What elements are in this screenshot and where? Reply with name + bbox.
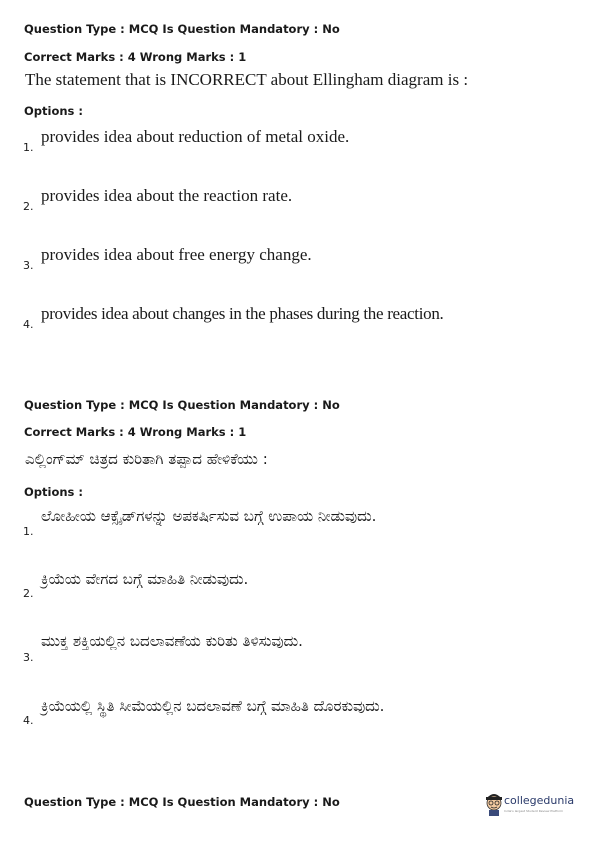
question-1-option-1-number: 1. [23, 141, 34, 154]
question-1-option-3-text: provides idea about free energy change. [41, 245, 312, 264]
question-1-options-label: Options : [24, 104, 83, 118]
question-2-text: ಎಲ್ಲಿಂಗ್‌ಮ್ ಚಿತ್ರದ ಕುರಿತಾಗಿ ತಪ್ಪಾದ ಹೇಳಿಕೆಯು : [25, 450, 268, 468]
question-1-option-2-text: provides idea about the reaction rate. [41, 186, 293, 205]
question-2-option-2-text: ಕ್ರಿಯೆಯ ವೇಗದ ಬಗ್ಗೆ ಮಾಹಿತಿ ನೀಡುವುದು. [41, 570, 249, 588]
logo-name: collegedunia [504, 794, 575, 807]
question-2-option-3-number: 3. [23, 651, 34, 664]
question-2-option-3-text: ಮುಕ್ತ ಶಕ್ತಿಯಲ್ಲಿನ ಬದಲಾವಣೆಯ ಕುರಿತು ತಿಳಿಸುವುದು. [41, 632, 303, 650]
question-1-marks: Correct Marks : 4 Wrong Marks : 1 [24, 50, 247, 64]
logo-tagline: India's largest Student Review Platform [504, 809, 564, 813]
question-2-option-1-text: ಲೋಹೀಯ ಆಕ್ಸೈಡ್‌ಗಳನ್ನು ಅಪಕರ್ಷಿಸುವ ಬಗ್ಗೆ ಉಪಾಯ ನೀಡುವುದು. [41, 507, 377, 525]
question-2-type: Question Type : MCQ Is Question Mandatory : No [24, 398, 340, 412]
question-2-marks: Correct Marks : 4 Wrong Marks : 1 [24, 425, 247, 439]
question-2-option-1-number: 1. [23, 525, 34, 538]
question-2-option-2-number: 2. [23, 587, 34, 600]
question-2-option-4-text: ಕ್ರಿಯೆಯಲ್ಲಿ ಸ್ಥಿತಿ ಸೀಮೆಯಲ್ಲಿನ ಬದಲಾವಣೆ ಬಗ್ಗೆ ಮಾಹಿತಿ ದೊರಕುವುದು. [41, 697, 385, 715]
question-3-type: Question Type : MCQ Is Question Mandatory : No [24, 795, 340, 809]
question-1-option-4-number: 4. [23, 318, 34, 331]
question-2-option-4-number: 4. [23, 714, 34, 727]
student-mascot-icon [484, 792, 504, 820]
question-1-option-2-number: 2. [23, 200, 34, 213]
question-1-option-3-number: 3. [23, 259, 34, 272]
question-1-type: Question Type : MCQ Is Question Mandatory : No [24, 22, 340, 36]
question-1-text: The statement that is INCORRECT about Ellingham diagram is : [25, 70, 469, 89]
question-1-option-4-text: provides idea about changes in the phases during the reaction. [41, 304, 444, 323]
collegedunia-logo [484, 792, 584, 818]
question-2-options-label: Options : [24, 485, 83, 499]
question-1-option-1-text: provides idea about reduction of metal oxide. [41, 127, 350, 146]
